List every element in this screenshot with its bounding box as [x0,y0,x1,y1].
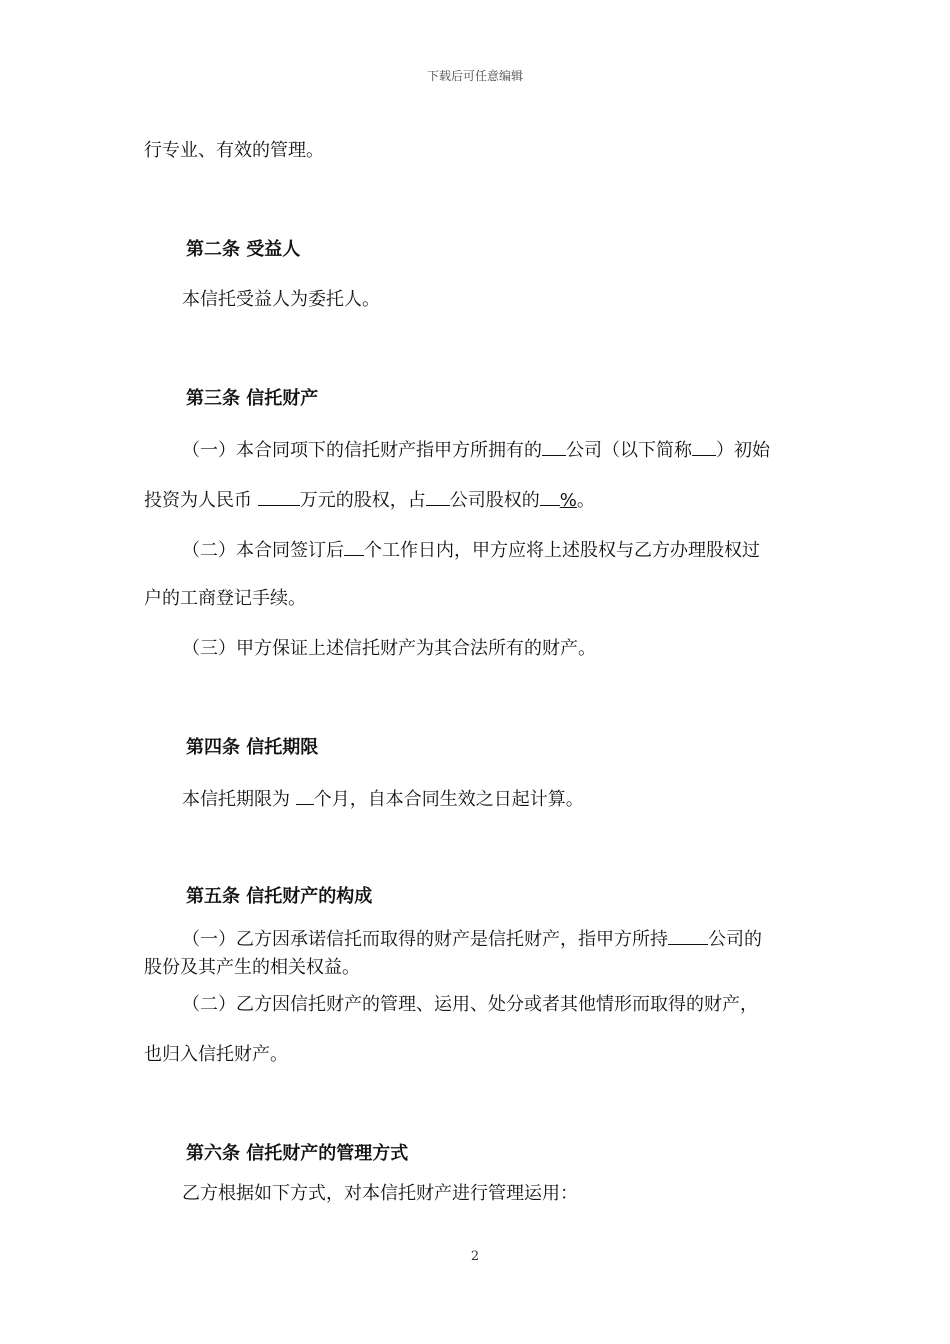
blank-underline [258,488,300,506]
article-2-title: 第二条 受益人 [186,239,301,260]
text-segment: 本信托期限为 [182,789,296,810]
article-3-title: 第三条 信托财产 [186,388,319,409]
article-5-paragraph-1-line-1 [182,927,762,951]
blank-underline [692,438,716,456]
text-segment: 个月，自本合同生效之日起计算。 [313,789,584,810]
blank-underline [668,927,708,945]
text-segment: 。 [576,490,595,511]
text-segment: （一）本合同项下的信托财产指甲方所拥有的 [182,440,542,461]
blank-underline [426,488,450,506]
text-segment: 投资为人民币 [144,490,258,511]
article-5-paragraph-1-line-2: 股份及其产生的相关权益。 [144,957,360,978]
article-6-paragraph: 乙方根据如下方式，对本信托财产进行管理运用： [182,1183,578,1204]
article-5-paragraph-2-line-2: 也归入信托财产。 [144,1044,288,1065]
blank-underline [542,438,566,456]
article-3-paragraph-2-line-2: 户的工商登记手续。 [144,588,306,609]
article-3-paragraph-1-line-2 [144,488,595,512]
page-number: 2 [470,1249,480,1264]
text-segment: 公司的 [708,929,762,950]
article-4-paragraph [182,787,584,811]
article-5-title: 第五条 信托财产的构成 [186,886,373,907]
article-4-title: 第四条 信托期限 [186,737,319,758]
percent-sign: % [559,490,577,511]
article-3-paragraph-3: （三）甲方保证上述信托财产为其合法所有的财产。 [182,638,596,659]
article-3-paragraph-2-line-1 [182,538,760,562]
article-6-title: 第六条 信托财产的管理方式 [186,1143,409,1164]
blank-underline [296,787,314,805]
paragraph-intro: 行专业、有效的管理。 [144,140,324,161]
article-3-paragraph-1-line-1 [182,438,770,462]
text-segment: （一）乙方因承诺信托而取得的财产是信托财产，指甲方所持 [182,929,668,950]
page-header: 下载后可任意编辑 [426,69,523,83]
article-2-paragraph: 本信托受益人为委托人。 [182,289,380,310]
text-segment: 个工作日内，甲方应将上述股权与乙方办理股权过 [364,540,760,561]
text-segment: 万元的股权，占 [299,490,426,511]
blank-underline [344,538,364,556]
text-segment: （二）本合同签订后 [182,540,344,561]
text-segment: 公司（以下简称 [566,440,692,461]
article-5-paragraph-2-line-1: （二）乙方因信托财产的管理、运用、处分或者其他情形而取得的财产， [182,994,758,1015]
blank-underline [540,488,560,506]
text-segment: ）初始 [716,440,770,461]
text-segment: 公司股权的 [449,490,540,511]
